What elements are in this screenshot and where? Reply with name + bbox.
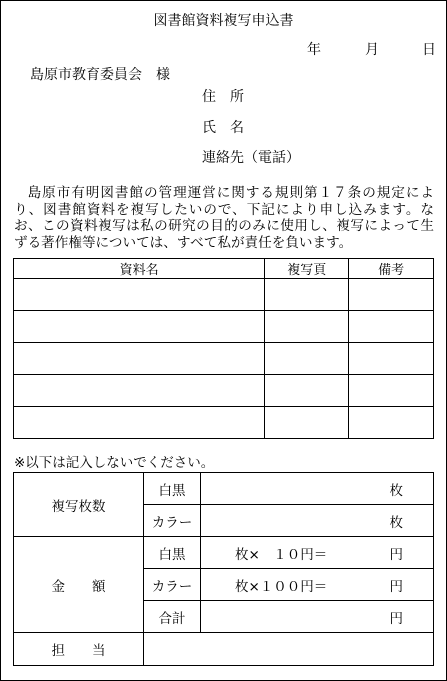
table-row [14,279,434,311]
amount-bw-label: 白黒 [144,537,201,569]
table-row [14,343,434,375]
date-day: 日 [422,42,436,58]
remarks-cell[interactable] [349,279,434,311]
pages-cell[interactable] [265,375,349,407]
request-table-header [14,259,434,279]
request-table [13,258,434,439]
amount-label: 金 額 [14,537,144,633]
amount-color-calc [201,569,434,601]
copies-label: 複写枚数 [14,473,144,537]
copies-bw-label: 白黒 [144,473,201,505]
header-material: 資料名 [14,259,265,279]
copies-color-sheets: 枚 [201,505,434,537]
copies-color-label: カラー [144,505,201,537]
table-row [14,311,434,343]
material-cell[interactable] [14,375,265,407]
remarks-cell[interactable] [349,407,434,439]
field-name-label: 氏 名 [202,120,244,136]
bw-yen: 円 [389,546,403,563]
copies-bw-sheets: 枚 [201,473,434,505]
staff-label: 担 当 [14,633,144,666]
table-row [14,407,434,439]
bw-rate: 枚× １０円＝ [235,546,328,563]
form-title: 図書館資料複写申込書 [153,13,294,29]
header-pages: 複写頁 [265,259,349,279]
material-cell[interactable] [14,311,265,343]
date-month: 月 [365,42,379,58]
color-rate: 枚×１００円＝ [235,578,328,595]
remarks-cell[interactable] [349,343,434,375]
field-phone-label: 連絡先（電話） [202,150,300,166]
table-row [14,375,434,407]
staff-cell [144,633,434,666]
office-use-note: ※以下は記入しないでください。 [14,455,215,471]
remarks-cell[interactable] [349,311,434,343]
declaration-text: 島原市有明図書館の管理運営に関する規則第１７条の規定により、図書館資料を複写したいので、下記により申し込みます。なお、この資料複写は私の研究の目的のみに使用し、複写によって生ずる著作権等については、すべて私が責任を負います。 [14,185,434,251]
pages-cell[interactable] [265,407,349,439]
material-cell[interactable] [14,407,265,439]
pages-cell[interactable] [265,311,349,343]
pages-cell[interactable] [265,279,349,311]
total-yen: 円 [201,601,434,633]
amount-color-label: カラー [144,569,201,601]
remarks-cell[interactable] [349,375,434,407]
date-year: 年 [307,42,321,58]
header-remarks: 備考 [349,259,434,279]
addressee: 島原市教育委員会 様 [30,67,170,83]
total-label: 合計 [144,601,201,633]
office-use-table [13,472,434,666]
field-address-label: 住 所 [202,89,244,105]
pages-cell[interactable] [265,343,349,375]
color-yen: 円 [389,578,403,595]
material-cell[interactable] [14,279,265,311]
material-cell[interactable] [14,343,265,375]
amount-bw-calc [201,537,434,569]
